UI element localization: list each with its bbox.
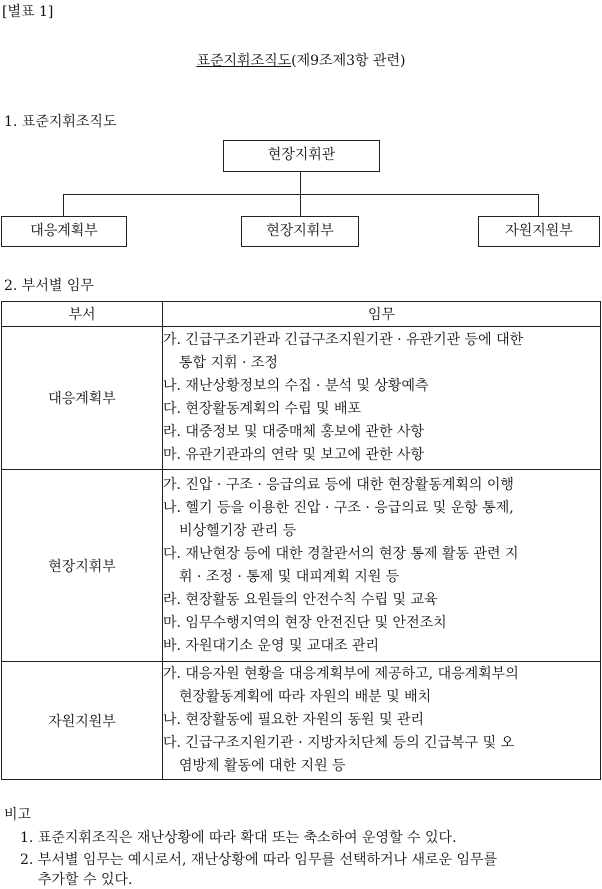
column-header-dept: 부서 bbox=[2, 302, 163, 327]
duty-item: 나. 재난상황정보의 수집 · 분석 및 상황예측 bbox=[163, 378, 429, 394]
org-connector-left bbox=[63, 194, 64, 216]
org-connector-vertical bbox=[300, 172, 301, 194]
dept-cell: 현장지휘부 bbox=[2, 470, 163, 662]
duty-item: 나. 현장활동에 필요한 자원의 동원 및 관리 bbox=[163, 712, 425, 728]
table-row bbox=[2, 470, 601, 662]
org-box-commander: 현장지휘관 bbox=[223, 140, 380, 172]
duty-item: 가. 진압 · 구조 · 응급의료 등에 대한 현장활동계획의 이행 bbox=[163, 476, 514, 493]
document-title bbox=[0, 50, 602, 70]
annex-label: [별표 1] bbox=[2, 4, 54, 20]
org-box-resource-support: 자원지원부 bbox=[478, 216, 600, 247]
dept-cell: 대응계획부 bbox=[2, 327, 163, 470]
duties-cell bbox=[163, 327, 601, 470]
duties-table bbox=[1, 301, 601, 780]
column-header-duties: 임무 bbox=[163, 302, 601, 327]
duty-item: 라. 현장활동 요원들의 안전수칙 수립 및 교육 bbox=[163, 591, 438, 608]
remarks-heading: 비고 bbox=[4, 807, 32, 823]
duty-item: 라. 대중정보 및 대중매체 홍보에 관한 사항 bbox=[163, 424, 425, 440]
section-1-heading: 1. 표준지휘조직도 bbox=[4, 114, 117, 130]
section-2-heading: 2. 부서별 임무 bbox=[4, 278, 94, 294]
remark-item: 1. 표준지휘조직은 재난상황에 따라 확대 또는 축소하여 운영할 수 있다. bbox=[20, 830, 457, 846]
table-header-row bbox=[2, 302, 601, 327]
org-connector-right bbox=[538, 194, 539, 216]
duty-item: 나. 헬기 등을 이용한 진압 · 구조 · 응급의료 및 운항 통제, 비상헬기장 관리 등 bbox=[163, 499, 514, 539]
remark-item: 2. 부서별 임무는 예시로서, 재난상황에 따라 임무를 선택하거나 새로운 임무를 bbox=[20, 852, 498, 868]
remark-item-continued: 추가할 수 있다. bbox=[38, 872, 133, 888]
table-row bbox=[2, 662, 601, 780]
document-title-main: 표준지휘조직도 bbox=[196, 53, 292, 69]
table-row bbox=[2, 327, 601, 470]
document-title-reference: (제9조제3항 관련) bbox=[291, 53, 406, 69]
duty-item: 가. 긴급구조기관과 긴급구조지원기관 · 유관기관 등에 대한 통합 지휘 · 조정 bbox=[163, 332, 524, 371]
org-connector-horizontal bbox=[63, 194, 539, 195]
duty-item: 마. 유관기관과의 연락 및 보고에 관한 사항 bbox=[163, 447, 425, 463]
duty-item: 마. 임무수행지역의 현장 안전진단 및 안전조치 bbox=[163, 614, 447, 631]
org-box-field-command: 현장지휘부 bbox=[241, 216, 359, 247]
duty-item: 바. 자원대기소 운영 및 교대조 관리 bbox=[163, 637, 380, 654]
duty-item: 다. 재난현장 등에 대한 경찰관서의 현장 통제 활동 관련 지 휘 · 조정 · 통제 및 대피계획 지원 등 bbox=[163, 545, 519, 585]
dept-cell: 자원지원부 bbox=[2, 662, 163, 780]
duties-cell bbox=[163, 662, 601, 780]
org-connector-center bbox=[300, 194, 301, 216]
duties-cell bbox=[163, 470, 601, 662]
org-box-response-planning: 대응계획부 bbox=[1, 216, 127, 247]
duty-item: 다. 긴급구조지원기관 · 지방자치단체 등의 긴급복구 및 오 염방제 활동에 대한 지원 등 bbox=[163, 735, 515, 774]
duty-item: 다. 현장활동계획의 수립 및 배포 bbox=[163, 401, 362, 417]
duty-item: 가. 대응자원 현황을 대응계획부에 제공하고, 대응계획부의 현장활동계획에 따라 자원의 배분 및 배치 bbox=[163, 666, 519, 705]
